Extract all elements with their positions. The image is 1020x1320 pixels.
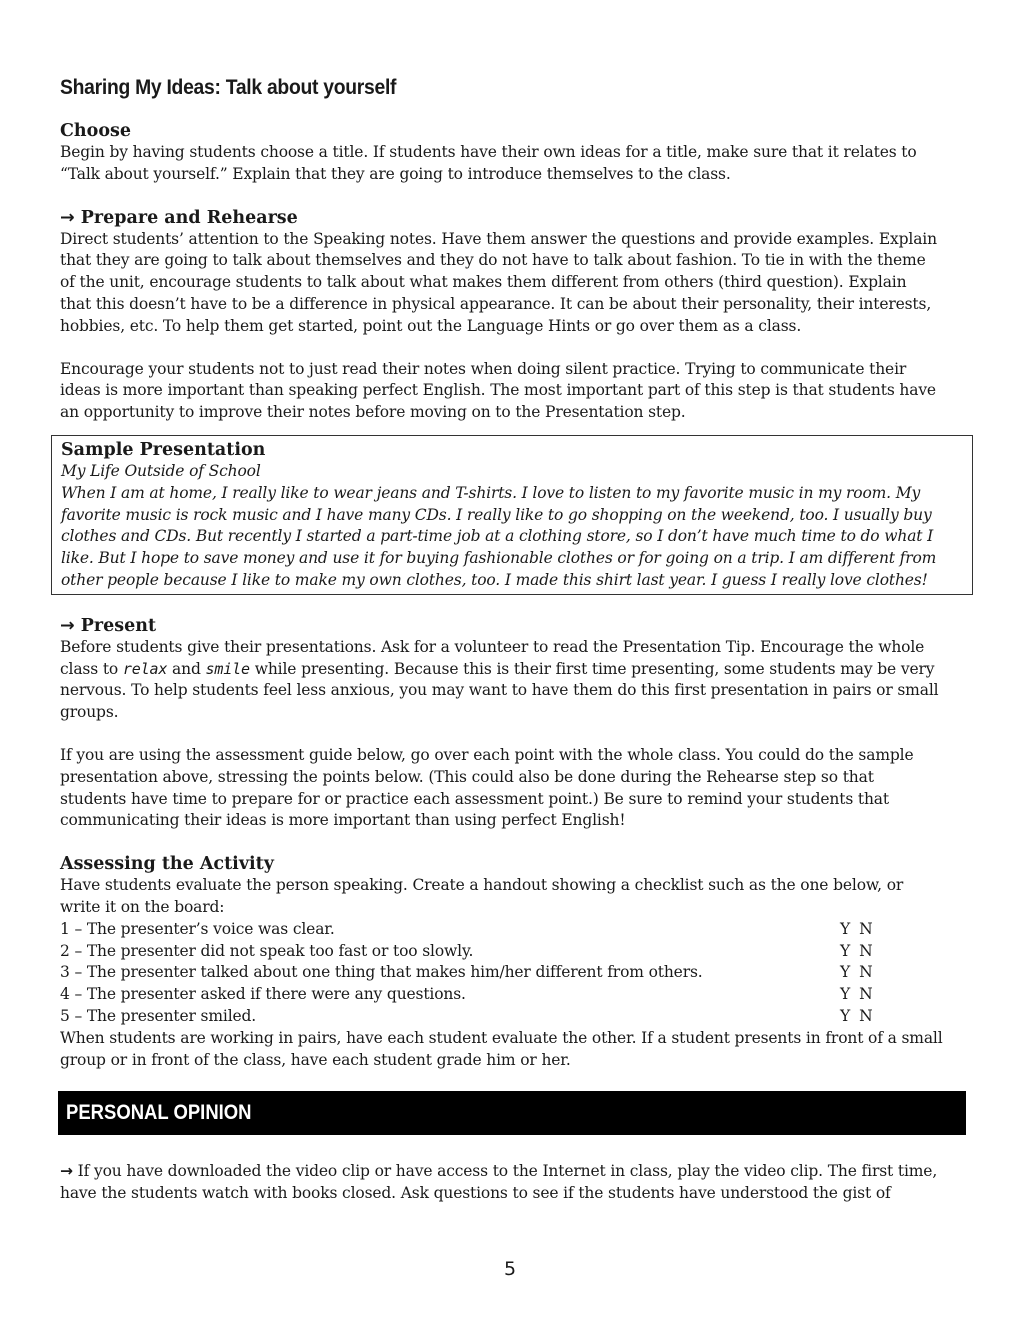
checklist-item: [60, 919, 964, 941]
present-para2-line-4: communicating their ideas is more important than using perfect English!: [60, 811, 626, 830]
checklist-item-yn: Y N: [840, 963, 875, 982]
choose-section: [60, 120, 964, 186]
checklist-item-text: 4 – The presenter asked if there were any questions.: [60, 985, 466, 1004]
prepare-section: [60, 207, 964, 424]
sample-presentation-box: [51, 435, 973, 595]
arrow-icon: →: [60, 1162, 73, 1181]
present-para2-line-3: students have time to prepare for or practice each assessment point.) Be sure to remind your students that: [60, 789, 889, 808]
present-heading-text: Present: [80, 615, 157, 636]
present-text: class to: [60, 659, 123, 678]
assessing-section: [60, 853, 964, 1071]
document-page: [60, 76, 964, 1205]
present-section: [60, 615, 964, 832]
checklist-item-yn: Y N: [840, 919, 875, 938]
present-text: while presenting. Because this is their first time presenting, some students may be very: [249, 659, 935, 678]
personal-opinion-banner: [58, 1091, 966, 1135]
prepare-line-1: Direct students’ attention to the Speaking notes. Have them answer the questions and provide examples. Explain: [60, 229, 937, 248]
choose-line-2: “Talk about yourself.” Explain that they are going to introduce themselves to the class.: [60, 164, 731, 183]
sample-line-4: like. But I hope to save money and use it for buying fashionable clothes or for going on a trip. I am different from: [61, 549, 937, 568]
checklist-item-text: 1 – The presenter’s voice was clear.: [60, 919, 335, 938]
sample-line-3: clothes and CDs. But recently I started a part-time job at a clothing store, so I don’t have much time to do what I: [61, 527, 934, 546]
smile-emphasis: smile: [205, 659, 250, 678]
present-line-4: groups.: [60, 703, 119, 722]
arrow-icon: →: [60, 615, 75, 636]
checklist-item-yn: Y N: [840, 1006, 875, 1025]
prepare-line-2: that they are going to talk about themselves and they do not have to talk about fashion. To tie in with the theme: [60, 251, 926, 270]
present-line-3: nervous. To help students feel less anxious, you may want to have them do this first presentation in pairs or small: [60, 681, 939, 700]
present-line-1: Before students give their presentations. Ask for a volunteer to read the Presentation Tip. Encourage the whole: [60, 637, 925, 656]
sample-line-5: other people because I like to make my own clothes, too. I made this shirt last year. I guess I really love clothes!: [61, 570, 928, 589]
page-number: 5: [503, 1258, 517, 1280]
present-para2-line-1: If you are using the assessment guide below, go over each point with the whole class. You could do the sample: [60, 745, 914, 764]
checklist-item-yn: Y N: [840, 985, 875, 1004]
present-heading: [60, 615, 964, 637]
prepare-line-3: of the unit, encourage students to talk about what makes them different from others (third question). Explain: [60, 273, 907, 292]
relax-emphasis: relax: [122, 659, 168, 678]
sample-title: My Life Outside of School: [61, 461, 261, 480]
assessing-outro-2: group or in front of the class, have each student grade him or her.: [60, 1050, 571, 1069]
opinion-line-2: have the students watch with books closed. Ask questions to see if the students have understood the gist of: [60, 1184, 891, 1203]
prepare-para2-line-2: ideas is more important than speaking perfect English. The most important part of this step is that students have: [60, 381, 936, 400]
opinion-line-1: [60, 1161, 964, 1183]
prepare-para2-line-3: an opportunity to improve their notes before moving on to the Presentation step.: [60, 403, 686, 422]
sample-line-2: favorite music is rock music and I have many CDs. I really like to go shopping on the weekend, too. I usually buy: [61, 505, 932, 524]
sample-line-1: When I am at home, I really like to wear jeans and T-shirts. I love to listen to my favorite music in my room. My: [61, 483, 921, 502]
opinion-section: [60, 1161, 964, 1205]
opinion-text: If you have downloaded the video clip or have access to the Internet in class, play the video clip. The first time,: [72, 1162, 938, 1181]
checklist-item: [60, 1006, 964, 1028]
assessment-checklist: [60, 919, 964, 1028]
prepare-heading-text: Prepare and Rehearse: [80, 207, 298, 228]
banner-title: PERSONAL OPINION: [66, 1101, 252, 1125]
checklist-item: [60, 984, 964, 1006]
checklist-item-text: 5 – The presenter smiled.: [60, 1006, 257, 1025]
checklist-item-text: 3 – The presenter talked about one thing that makes him/her different from others.: [60, 963, 703, 982]
section-title: Sharing My Ideas: Talk about yourself: [60, 76, 397, 99]
choose-heading: Choose: [60, 121, 131, 141]
checklist-item: [60, 962, 964, 984]
arrow-icon: →: [60, 207, 75, 228]
assessing-intro-1: Have students evaluate the person speaking. Create a handout showing a checklist such as the one below, or: [60, 876, 904, 895]
present-text: and: [167, 659, 206, 678]
prepare-para2-line-1: Encourage your students not to just read their notes when doing silent practice. Trying to communicate their: [60, 359, 907, 378]
choose-line-1: Begin by having students choose a title. If students have their own ideas for a title, make sure that it relates to: [60, 143, 917, 161]
prepare-heading: [60, 207, 964, 229]
checklist-item-text: 2 – The presenter did not speak too fast or too slowly.: [60, 941, 474, 960]
sample-heading: Sample Presentation: [61, 439, 266, 460]
checklist-item: [60, 941, 964, 963]
prepare-line-4: that this doesn’t have to be a difference in physical appearance. It can be about their personality, their interests,: [60, 294, 932, 313]
checklist-item-yn: Y N: [840, 941, 875, 960]
present-para2-line-2: presentation above, stressing the points below. (This could also be done during the Rehearse step so that: [60, 767, 874, 786]
assessing-outro-1: When students are working in pairs, have each student evaluate the other. If a student presents in front of a small: [60, 1028, 943, 1047]
assessing-heading: Assessing the Activity: [60, 854, 274, 875]
prepare-line-5: hobbies, etc. To help them get started, point out the Language Hints or go over them as a class.: [60, 316, 802, 335]
assessing-intro-2: write it on the board:: [60, 897, 225, 916]
present-line-2: [60, 659, 964, 681]
